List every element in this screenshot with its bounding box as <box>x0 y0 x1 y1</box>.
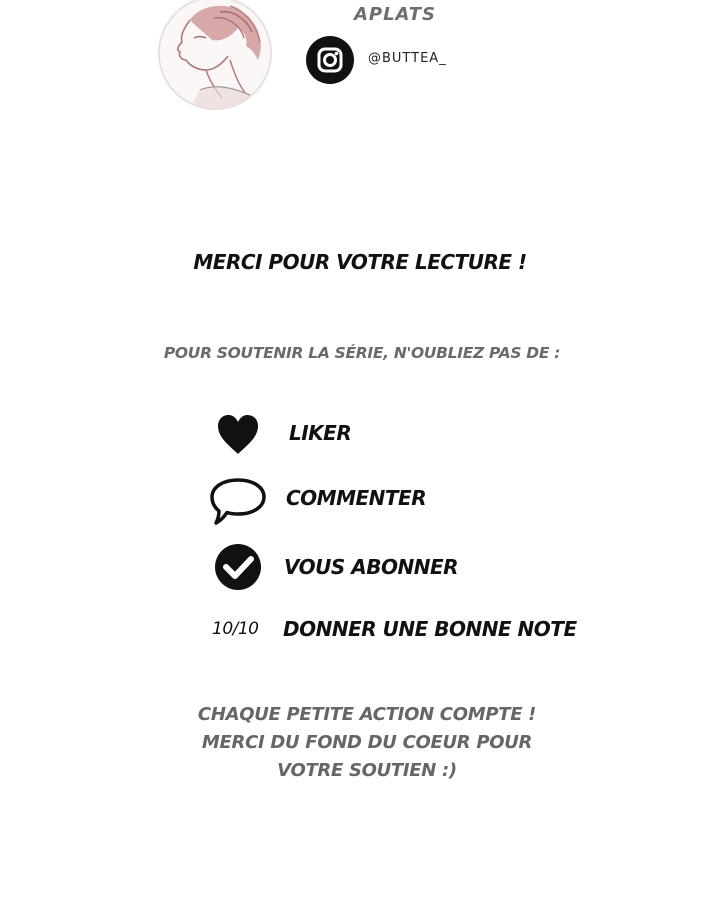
action-subscribe-label: VOUS ABONNER <box>284 555 458 579</box>
instagram-icon[interactable] <box>306 36 354 84</box>
artist-avatar <box>158 0 272 110</box>
speech-bubble-icon <box>208 476 268 526</box>
instagram-handle[interactable]: @BUTTEA_ <box>368 51 447 66</box>
closing-line-2: MERCI DU FOND DU COEUR POUR <box>201 732 533 753</box>
closing-line-3: VOTRE SOUTIEN :) <box>277 760 457 781</box>
action-like-label: LIKER <box>289 421 352 445</box>
heart-icon <box>216 414 260 456</box>
closing-line-1: CHAQUE PETITE ACTION COMPTE ! <box>197 704 537 725</box>
artist-sketch-image <box>160 0 270 108</box>
action-rate-label: DONNER UNE BONNE NOTE <box>283 617 577 641</box>
action-comment-label: COMMENTER <box>286 486 427 510</box>
thanks-heading: MERCI POUR VOTRE LECTURE ! <box>193 250 527 274</box>
check-circle-icon <box>214 543 262 591</box>
studio-name: APLATS <box>353 4 437 25</box>
support-prompt: POUR SOUTENIR LA SÉRIE, N'OUBLIEZ PAS DE : <box>163 344 561 362</box>
score-text: 10/10 <box>212 619 259 639</box>
